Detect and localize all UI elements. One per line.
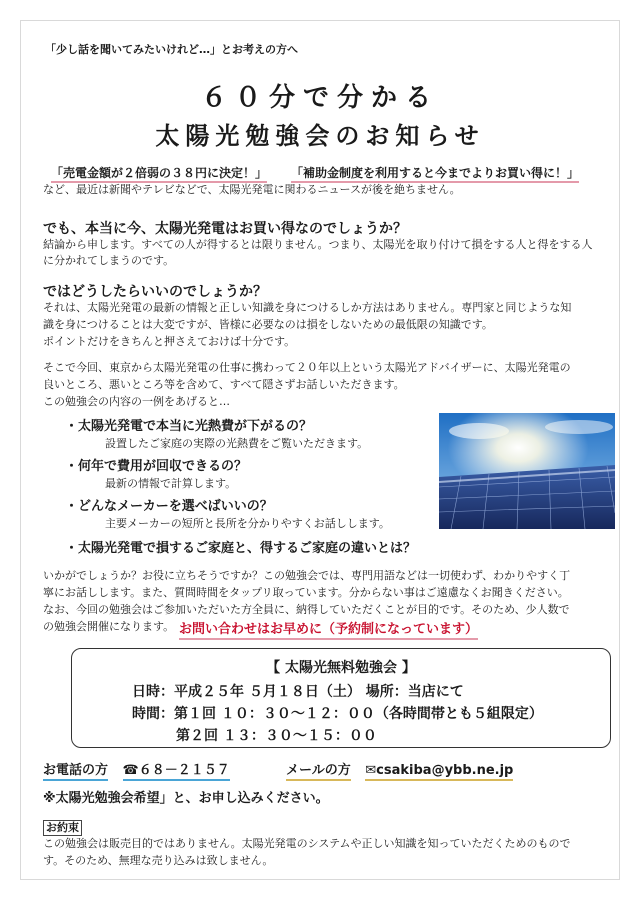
- paragraph-2-line3: ポイントだけをきちんと押さえておけば十分です。: [43, 335, 296, 348]
- paragraph-1-line1: 結論から申します。すべての人が得するとは限りません。つまり、太陽光を取り付けて損をする人と得をする人: [43, 238, 593, 251]
- paragraph-2-line1: それは、太陽光発電の最新の情報と正しい知識を身につけるしか方法はありません。専門家と同じような知: [43, 301, 572, 314]
- event-time-2: 第２回 １３：３０～１５：００: [176, 728, 377, 744]
- promise-heading: お約束: [43, 820, 82, 836]
- question-2: ではどうしたらいいのでしょうか？: [43, 284, 267, 300]
- headline-follow: など、最近は新聞やテレビなどで、太陽光発電に関わるニュースが後を絶ちません。: [43, 183, 461, 196]
- topic-1-title: ・太陽光発電で本当に光熱費が下がるの？: [65, 419, 313, 434]
- paragraph-4-line2: 寧にお話しします。また、質問時間をタップリ取っています。分からない事はご遠慮なくお聞きください。: [43, 586, 569, 599]
- promise-line1: この勉強会は販売目的ではありません。太陽光発電のシステムや正しい知識を知っていただくためのもので: [43, 837, 571, 850]
- flyer-page: [20, 20, 620, 880]
- paragraph-4-line1: いかがでしょうか？お役に立ちそうですか？この勉強会では、専門用語などは一切使わず、わかりやすく丁: [43, 569, 571, 582]
- event-time-1: 時間：第１回 １０：３０～１２：００（各時間帯とも５組限定）: [132, 706, 543, 722]
- phone-number: ☎６８－２１５７: [123, 763, 230, 781]
- topic-3-detail: 主要メーカーの短所と長所を分かりやすくお話しします。: [105, 517, 390, 530]
- phone-label: お電話の方: [43, 763, 108, 781]
- apply-instruction: ※太陽光勉強会希望」と、お申し込みください。: [43, 791, 329, 806]
- question-1: でも、本当に今、太陽光発電はお買い得なのでしょうか？: [43, 221, 407, 237]
- topic-4-title: ・太陽光発電で損するご家庭と、得するご家庭の違いとは？: [65, 541, 417, 556]
- paragraph-1-line2: に分かれてしまうのです。: [43, 254, 175, 267]
- topic-3-title: ・どんなメーカーを選べばいいの？: [65, 499, 273, 514]
- paragraph-3-line3: この勉強会の内容の一例をあげると…: [43, 395, 230, 408]
- paragraph-4-line3: なお、今回の勉強会はご参加いただいた方全員に、納得していただくことが目的です。そのため、少人数で: [43, 603, 570, 616]
- topic-2-detail: 最新の情報で計算します。: [105, 477, 237, 490]
- reservation-notice: お問い合わせはお早めに（予約制になっています）: [179, 618, 478, 637]
- paragraph-4-line4: の勉強会開催になります。: [43, 620, 175, 633]
- mail-label: メールの方: [286, 763, 351, 781]
- event-info-box: [71, 648, 611, 748]
- paragraph-2-line2: 識を身につけることは大変ですが、皆様に必要なのは損をしないための最低限の知識です。: [43, 318, 493, 331]
- paragraph-3-line1: そこで今回、東京から太陽光発電の仕事に携わって２０年以上という太陽光アドバイザーに、太陽光発電の: [43, 361, 571, 374]
- topic-2-title: ・何年で費用が回収できるの？: [65, 459, 248, 474]
- paragraph-3-line2: 良いところ、悪いところ等を含めて、すべて隠さずお話しいただきます。: [43, 378, 405, 391]
- headline-second: 「補助金制度を利用すると今までよりお買い得に！」: [291, 164, 579, 181]
- mail-contact: [286, 759, 513, 778]
- solar-panel-photo: [439, 413, 615, 529]
- phone-contact: [43, 759, 230, 778]
- headline-first: 「売電金額が２倍弱の３８円に決定！」: [51, 164, 267, 181]
- title-line2: 太陽光勉強会のお知らせ: [155, 122, 485, 150]
- title-line1: ６０分で分かる: [200, 83, 439, 113]
- promise-line2: す。そのため、無理な売り込みは致しません。: [43, 854, 274, 867]
- event-date: 日時：平成２５年 ５月１８日（土） 場所：当店にて: [132, 684, 464, 700]
- intro-tag: 「少し話を聞いてみたいけれど…」とお考えの方へ: [45, 43, 298, 56]
- mail-address[interactable]: ✉csakiba@ybb.ne.jp: [365, 763, 513, 781]
- event-heading: 【 太陽光無料勉強会 】: [266, 660, 416, 676]
- topic-1-detail: 設置したご家庭の実際の光熱費をご覧いただきます。: [105, 437, 369, 450]
